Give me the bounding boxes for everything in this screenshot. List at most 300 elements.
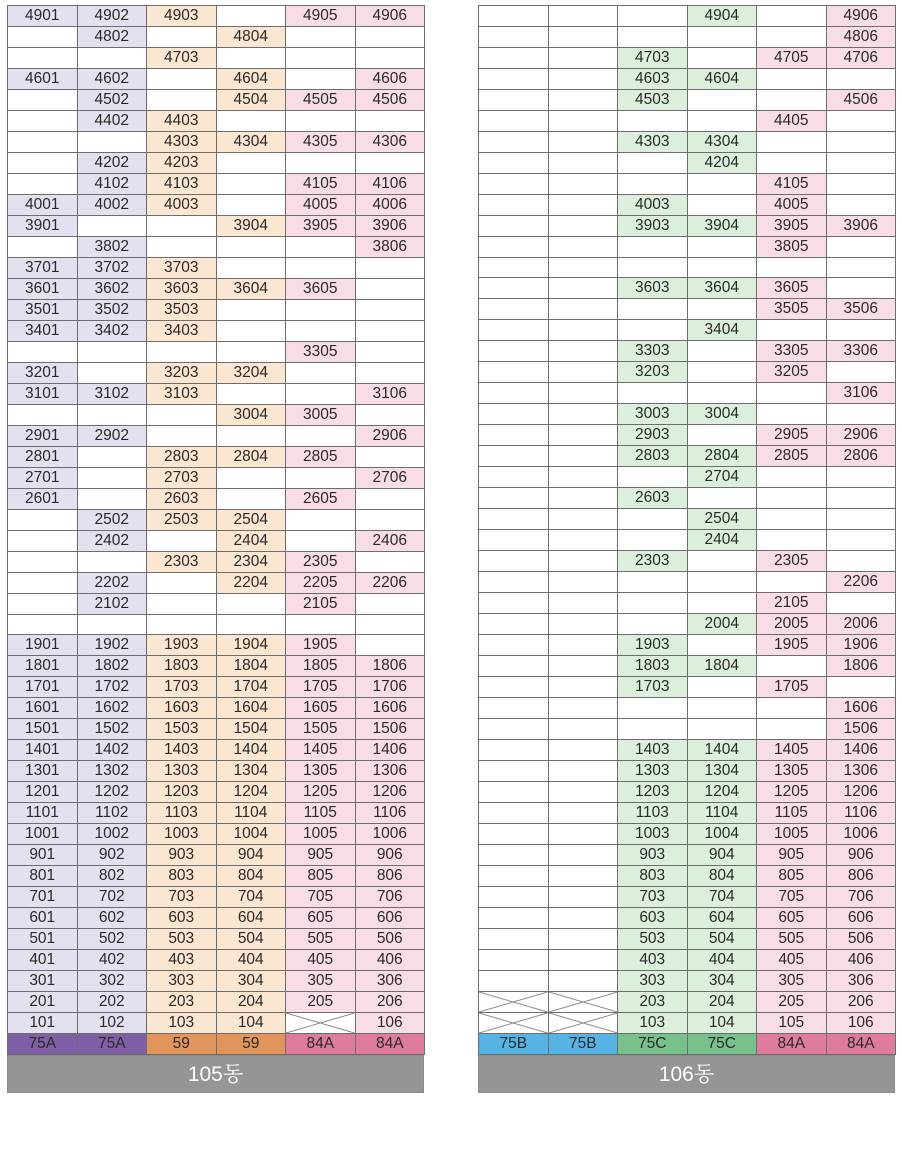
empty-cell — [355, 552, 425, 573]
unit-cell: 3906 — [355, 216, 425, 237]
floor-row — [479, 341, 896, 362]
unit-cell: 1302 — [77, 761, 147, 782]
unit-cell: 4806 — [826, 27, 896, 48]
unit-cell: 3506 — [826, 299, 896, 320]
unit-cell: 2502 — [77, 510, 147, 531]
empty-cell — [687, 719, 757, 740]
empty-cell — [548, 27, 618, 48]
empty-cell — [548, 237, 618, 258]
unit-cell: 805 — [286, 866, 356, 887]
unit-cell: 3106 — [355, 384, 425, 405]
unit-cell: 4105 — [757, 174, 827, 195]
unit-cell: 3701 — [8, 258, 78, 279]
unit-cell: 805 — [757, 866, 827, 887]
unit-cell: 1505 — [286, 719, 356, 740]
empty-cell — [548, 950, 618, 971]
unit-cell: 1905 — [757, 635, 827, 656]
empty-cell — [479, 6, 549, 27]
unit-cell: 705 — [286, 887, 356, 908]
empty-cell — [548, 216, 618, 237]
unit-cell: 3003 — [618, 404, 688, 425]
unit-cell: 2205 — [286, 573, 356, 594]
floor-row — [479, 195, 896, 216]
unit-cell: 1103 — [147, 803, 217, 824]
empty-cell — [548, 425, 618, 446]
empty-cell — [548, 278, 618, 299]
empty-cell — [548, 530, 618, 551]
unit-cell: 503 — [147, 929, 217, 950]
unit-cell: 3005 — [286, 405, 356, 426]
unit-cell: 1404 — [687, 740, 757, 761]
unit-cell: 2304 — [216, 552, 286, 573]
empty-cell — [8, 132, 78, 153]
empty-cell — [479, 950, 549, 971]
empty-cell — [479, 446, 549, 467]
unit-cell: 903 — [618, 845, 688, 866]
unit-cell: 604 — [216, 908, 286, 929]
unit-cell: 1201 — [8, 782, 78, 803]
unit-cell: 701 — [8, 887, 78, 908]
empty-cell — [355, 27, 425, 48]
unit-type-label: 75A — [8, 1034, 78, 1055]
unit-cell: 2906 — [826, 425, 896, 446]
unit-cell: 903 — [147, 845, 217, 866]
unit-cell: 605 — [757, 908, 827, 929]
empty-cell — [548, 195, 618, 216]
unit-cell: 1803 — [618, 656, 688, 677]
floor-row — [479, 320, 896, 341]
unit-cell: 4001 — [8, 195, 78, 216]
empty-cell — [8, 27, 78, 48]
unit-cell: 1006 — [355, 824, 425, 845]
empty-cell — [548, 719, 618, 740]
unit-cell: 4405 — [757, 111, 827, 132]
unit-cell: 2603 — [618, 488, 688, 509]
empty-cell — [826, 404, 896, 425]
unit-cell: 2803 — [618, 446, 688, 467]
empty-cell — [8, 552, 78, 573]
unit-cell: 1206 — [355, 782, 425, 803]
unit-cell: 1103 — [618, 803, 688, 824]
empty-cell — [687, 425, 757, 446]
empty-cell — [479, 551, 549, 572]
unit-cell: 406 — [826, 950, 896, 971]
unit-cell: 3401 — [8, 321, 78, 342]
floor-row — [8, 6, 425, 27]
floor-row — [8, 824, 425, 845]
unit-cell: 4203 — [147, 153, 217, 174]
unit-cell: 1903 — [147, 635, 217, 656]
unit-cell: 1506 — [826, 719, 896, 740]
unit-cell: 4603 — [618, 69, 688, 90]
unit-cell: 1506 — [355, 719, 425, 740]
unit-grid-105 — [7, 5, 425, 1055]
floor-row — [8, 90, 425, 111]
floor-row — [8, 635, 425, 656]
empty-cell — [479, 782, 549, 803]
unit-cell: 705 — [757, 887, 827, 908]
empty-cell — [757, 488, 827, 509]
floor-row — [8, 677, 425, 698]
empty-cell — [618, 6, 688, 27]
unit-cell: 301 — [8, 971, 78, 992]
empty-cell — [286, 384, 356, 405]
unit-cell: 1806 — [355, 656, 425, 677]
empty-cell — [757, 719, 827, 740]
empty-cell — [618, 593, 688, 614]
unit-cell: 3203 — [147, 363, 217, 384]
unit-cell: 3201 — [8, 363, 78, 384]
floor-row — [8, 782, 425, 803]
empty-cell — [286, 237, 356, 258]
unit-cell: 403 — [618, 950, 688, 971]
unit-cell: 304 — [216, 971, 286, 992]
empty-cell — [77, 447, 147, 468]
empty-cell — [479, 467, 549, 488]
unit-cell: 3703 — [147, 258, 217, 279]
empty-cell — [548, 677, 618, 698]
empty-cell — [286, 300, 356, 321]
empty-cell — [147, 27, 217, 48]
floor-row — [479, 111, 896, 132]
empty-cell — [826, 278, 896, 299]
unit-cell: 1503 — [147, 719, 217, 740]
unit-cell: 3501 — [8, 300, 78, 321]
unit-cell: 106 — [355, 1013, 425, 1034]
floor-row — [8, 111, 425, 132]
unit-cell: 4402 — [77, 111, 147, 132]
empty-cell — [548, 320, 618, 341]
unit-cell: 1806 — [826, 656, 896, 677]
unit-type-label: 75C — [687, 1034, 757, 1055]
unit-cell: 206 — [826, 992, 896, 1013]
empty-cell — [479, 237, 549, 258]
floor-row — [479, 908, 896, 929]
empty-cell — [757, 509, 827, 530]
unit-cell: 906 — [826, 845, 896, 866]
floor-row — [479, 719, 896, 740]
unit-cell: 706 — [355, 887, 425, 908]
empty-cell — [548, 908, 618, 929]
floor-row — [8, 594, 425, 615]
empty-cell — [548, 866, 618, 887]
unit-type-label: 75B — [548, 1034, 618, 1055]
unit-cell: 4602 — [77, 69, 147, 90]
empty-cell — [216, 342, 286, 363]
unit-type-label: 84A — [286, 1034, 356, 1055]
unit-cell: 103 — [147, 1013, 217, 1034]
unit-cell: 1106 — [826, 803, 896, 824]
empty-cell — [355, 594, 425, 615]
empty-cell — [355, 635, 425, 656]
empty-cell — [286, 258, 356, 279]
empty-cell — [548, 111, 618, 132]
empty-cell — [77, 48, 147, 69]
empty-cell — [8, 237, 78, 258]
empty-cell — [479, 887, 549, 908]
unit-cell: 201 — [8, 992, 78, 1013]
empty-cell — [757, 320, 827, 341]
empty-cell — [687, 341, 757, 362]
floor-row — [479, 299, 896, 320]
unit-cell: 403 — [147, 950, 217, 971]
unit-cell: 3603 — [618, 278, 688, 299]
empty-cell — [687, 111, 757, 132]
unit-cell: 1706 — [355, 677, 425, 698]
floor-row — [479, 593, 896, 614]
unit-type-label: 59 — [147, 1034, 217, 1055]
unit-cell: 1406 — [355, 740, 425, 761]
floor-row — [8, 971, 425, 992]
floor-row — [8, 69, 425, 90]
unit-cell: 404 — [687, 950, 757, 971]
empty-cell — [757, 27, 827, 48]
empty-cell — [757, 90, 827, 111]
empty-cell — [548, 6, 618, 27]
floor-row — [479, 992, 896, 1013]
unit-type-label: 84A — [757, 1034, 827, 1055]
empty-cell — [687, 593, 757, 614]
unit-cell: 1904 — [216, 635, 286, 656]
unit-cell: 1005 — [286, 824, 356, 845]
unit-cell: 2906 — [355, 426, 425, 447]
floor-row — [479, 6, 896, 27]
empty-cell — [479, 971, 549, 992]
floor-row — [479, 866, 896, 887]
unit-cell: 1105 — [286, 803, 356, 824]
unit-type-label: 75B — [479, 1034, 549, 1055]
unit-cell: 2601 — [8, 489, 78, 510]
unit-cell: 3404 — [687, 320, 757, 341]
empty-cell — [216, 111, 286, 132]
empty-cell — [757, 383, 827, 404]
unit-cell: 2804 — [216, 447, 286, 468]
empty-cell — [147, 216, 217, 237]
unit-cell: 703 — [147, 887, 217, 908]
unit-cell: 3904 — [687, 216, 757, 237]
floor-row — [8, 719, 425, 740]
unit-cell: 306 — [355, 971, 425, 992]
empty-cell — [826, 593, 896, 614]
empty-cell — [548, 845, 618, 866]
unit-cell: 2706 — [355, 468, 425, 489]
unit-cell: 1704 — [216, 677, 286, 698]
empty-cell — [479, 593, 549, 614]
unavailable-cell — [479, 992, 549, 1013]
unit-cell: 1401 — [8, 740, 78, 761]
unit-cell: 2305 — [286, 552, 356, 573]
empty-cell — [355, 342, 425, 363]
empty-cell — [479, 530, 549, 551]
empty-cell — [687, 677, 757, 698]
unit-cell: 706 — [826, 887, 896, 908]
floor-row — [8, 426, 425, 447]
unit-cell: 3806 — [355, 237, 425, 258]
empty-cell — [479, 195, 549, 216]
unit-cell: 3604 — [216, 279, 286, 300]
unit-type-label: 59 — [216, 1034, 286, 1055]
empty-cell — [687, 174, 757, 195]
unit-cell: 1205 — [757, 782, 827, 803]
unit-cell: 1606 — [826, 698, 896, 719]
empty-cell — [548, 698, 618, 719]
unit-cell: 2004 — [687, 614, 757, 635]
unit-cell: 1703 — [147, 677, 217, 698]
unit-cell: 4604 — [216, 69, 286, 90]
unavailable-cell — [548, 992, 618, 1013]
unit-cell: 303 — [618, 971, 688, 992]
unit-cell: 3403 — [147, 321, 217, 342]
unit-cell: 605 — [286, 908, 356, 929]
floor-row — [8, 405, 425, 426]
unit-cell: 1303 — [147, 761, 217, 782]
floor-row — [8, 531, 425, 552]
floor-row — [8, 237, 425, 258]
empty-cell — [548, 929, 618, 950]
unit-cell: 2902 — [77, 426, 147, 447]
floor-row — [8, 48, 425, 69]
floor-row — [8, 489, 425, 510]
floor-row — [479, 216, 896, 237]
empty-cell — [479, 635, 549, 656]
empty-cell — [618, 530, 688, 551]
empty-cell — [687, 258, 757, 278]
unit-cell: 4706 — [826, 48, 896, 69]
empty-cell — [826, 153, 896, 174]
unit-cell: 1305 — [286, 761, 356, 782]
unit-cell: 1205 — [286, 782, 356, 803]
unit-cell: 404 — [216, 950, 286, 971]
floor-row — [8, 447, 425, 468]
building-106-section — [478, 5, 895, 1093]
unit-cell: 2804 — [687, 446, 757, 467]
unit-cell: 904 — [216, 845, 286, 866]
floor-row — [479, 782, 896, 803]
empty-cell — [355, 153, 425, 174]
empty-cell — [286, 48, 356, 69]
unit-cell: 3505 — [757, 299, 827, 320]
unit-cell: 1203 — [147, 782, 217, 803]
unit-cell: 2006 — [826, 614, 896, 635]
empty-cell — [757, 153, 827, 174]
unit-cell: 4901 — [8, 6, 78, 27]
unit-cell: 904 — [687, 845, 757, 866]
empty-cell — [8, 48, 78, 69]
unit-type-label: 84A — [826, 1034, 896, 1055]
empty-cell — [479, 698, 549, 719]
empty-cell — [286, 468, 356, 489]
unit-cell: 3604 — [687, 278, 757, 299]
empty-cell — [479, 299, 549, 320]
empty-cell — [479, 761, 549, 782]
empty-cell — [77, 216, 147, 237]
empty-cell — [355, 48, 425, 69]
unit-cell: 4906 — [355, 6, 425, 27]
empty-cell — [355, 279, 425, 300]
unit-cell: 3602 — [77, 279, 147, 300]
unit-cell: 4703 — [618, 48, 688, 69]
unit-cell: 303 — [147, 971, 217, 992]
unit-cell: 906 — [355, 845, 425, 866]
unit-cell: 3905 — [757, 216, 827, 237]
empty-cell — [8, 510, 78, 531]
unit-cell: 4204 — [687, 153, 757, 174]
floor-row — [8, 258, 425, 279]
empty-cell — [479, 656, 549, 677]
unit-cell: 1702 — [77, 677, 147, 698]
unit-cell: 1804 — [216, 656, 286, 677]
empty-cell — [826, 320, 896, 341]
empty-cell — [479, 824, 549, 845]
empty-cell — [479, 258, 549, 278]
empty-cell — [479, 341, 549, 362]
unit-cell: 2703 — [147, 468, 217, 489]
unit-cell: 2805 — [757, 446, 827, 467]
unit-cell: 4503 — [618, 90, 688, 111]
unit-cell: 4202 — [77, 153, 147, 174]
floor-row — [479, 27, 896, 48]
empty-cell — [687, 299, 757, 320]
unit-cell: 1901 — [8, 635, 78, 656]
floor-row — [479, 446, 896, 467]
floor-row — [479, 404, 896, 425]
unit-cell: 3904 — [216, 216, 286, 237]
unit-cell: 105 — [757, 1013, 827, 1034]
unit-cell: 1306 — [826, 761, 896, 782]
unit-cell: 801 — [8, 866, 78, 887]
unit-cell: 4804 — [216, 27, 286, 48]
empty-cell — [77, 552, 147, 573]
empty-cell — [8, 573, 78, 594]
empty-cell — [687, 488, 757, 509]
empty-cell — [548, 341, 618, 362]
unit-cell: 1003 — [147, 824, 217, 845]
unit-cell: 1002 — [77, 824, 147, 845]
unit-cell: 606 — [355, 908, 425, 929]
unit-cell: 1604 — [216, 698, 286, 719]
unit-cell: 2005 — [757, 614, 827, 635]
empty-cell — [548, 299, 618, 320]
empty-cell — [479, 425, 549, 446]
floor-row — [8, 950, 425, 971]
unit-cell: 3905 — [286, 216, 356, 237]
unit-cell: 4106 — [355, 174, 425, 195]
empty-cell — [548, 69, 618, 90]
unit-cell: 4105 — [286, 174, 356, 195]
empty-cell — [826, 111, 896, 132]
empty-cell — [548, 362, 618, 383]
floor-row — [8, 761, 425, 782]
floor-row — [8, 132, 425, 153]
floor-row — [8, 279, 425, 300]
floor-row — [479, 153, 896, 174]
unit-cell: 803 — [147, 866, 217, 887]
unit-cell: 905 — [286, 845, 356, 866]
unit-cell: 3205 — [757, 362, 827, 383]
unit-cell: 1902 — [77, 635, 147, 656]
empty-cell — [757, 572, 827, 593]
floor-row — [479, 614, 896, 635]
unit-cell: 1104 — [216, 803, 286, 824]
empty-cell — [355, 615, 425, 635]
unit-cell: 504 — [687, 929, 757, 950]
empty-cell — [548, 656, 618, 677]
unit-cell: 3605 — [286, 279, 356, 300]
unit-cell: 602 — [77, 908, 147, 929]
empty-cell — [479, 488, 549, 509]
unit-cell: 1403 — [618, 740, 688, 761]
empty-cell — [479, 614, 549, 635]
